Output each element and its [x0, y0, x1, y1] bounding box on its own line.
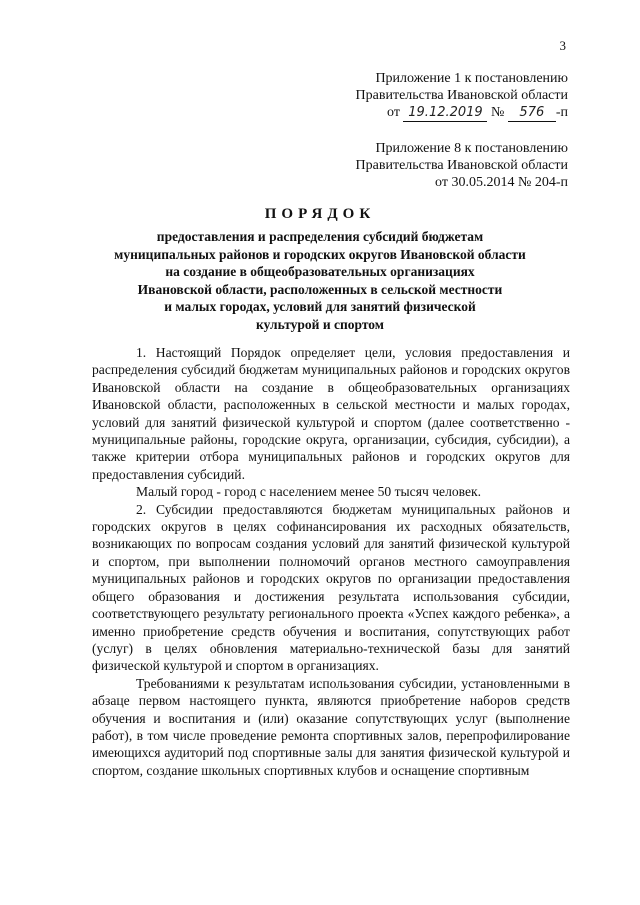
paragraph: Малый город - город с населением менее 50 тысяч человек. — [136, 484, 482, 500]
number-field — [508, 104, 556, 122]
paragraph: 1. Настоящий Порядок определяет цели, условия предоставления и распределения субсидий бюджетам муниципальных районов и городских округов Ивановской области на создание в общеобразовательных организациях Ивановской области, расположенных в сельской местности и малых городах, условий для занятий физической культурой и спортом (далее соответственно - муниципальные районы, городские округа, организации, субсидия, субсидии), а также критерии отбора муниципальных районов и городских округов для предоставления субсидий. — [92, 345, 570, 482]
handwritten-number: 576 — [519, 105, 545, 120]
number-label: № — [490, 105, 505, 120]
document-body — [92, 344, 570, 779]
appendix-1-block — [356, 70, 568, 122]
document-subtitle — [0, 228, 640, 333]
subtitle-line: предоставления и распределения субсидий бюджетам — [156, 229, 484, 244]
appendix-8-line1: Приложение 8 к постановлению — [375, 141, 568, 156]
appendix-1-line2: Правительства Ивановской области — [355, 88, 568, 103]
appendix-8-line2: Правительства Ивановской области — [355, 158, 568, 173]
appendix-1-date-line — [356, 104, 568, 122]
from-label: от — [387, 105, 400, 120]
document-title: ПОРЯДОК — [264, 206, 376, 222]
paragraph: Требованиями к результатам использования субсидии, установленными в абзаце первом настоящего пункта, являются приобретение наборов средств обучения и воспитания и (или) оказание сопутствующих услуг (выполнение работ), в том числе проведение ремонта спортивных залов, перепрофилирование имеющихся аудиторий под спортивные залы для занятия физической культурой и спортом, создание школьных спортивных клубов и оснащение спортивным — [92, 675, 570, 778]
subtitle-line: и малых городах, условий для занятий физической — [164, 299, 476, 314]
subtitle-line: муниципальных районов и городских округов Ивановской области — [114, 246, 526, 262]
date-field — [403, 104, 487, 122]
number-suffix: -п — [555, 105, 568, 120]
handwritten-date: 19.12.2019 — [408, 105, 483, 120]
appendix-8-block — [356, 140, 568, 191]
page-number: 3 — [559, 38, 566, 53]
subtitle-line: Ивановской области, расположенных в сельской местности — [137, 281, 503, 297]
subtitle-line: на создание в общеобразовательных организациях — [165, 264, 475, 279]
subtitle-line: культурой и спортом — [256, 316, 384, 332]
appendix-1-line1: Приложение 1 к постановлению — [375, 71, 568, 86]
appendix-8-line3: от 30.05.2014 № 204-п — [435, 175, 568, 190]
paragraph: 2. Субсидии предоставляются бюджетам муниципальных районов и городских округов в целях софинансирования их расходных обязательств, возникающих по вопросам создания условий для занятий физической культурой и спортом, при выполнении полномочий органов местного самоуправления муниципальных районов и городских округов по организации предоставления общего образования и достижения результата использования субсидии, соответствующего результату регионального проекта «Успех каждого ребенка», а именно приобретение средств обучения и воспитания, сопутствующих работ (услуг) в целях обновления материально-технической базы для занятий физической культурой и спортом в организациях. — [92, 501, 570, 674]
